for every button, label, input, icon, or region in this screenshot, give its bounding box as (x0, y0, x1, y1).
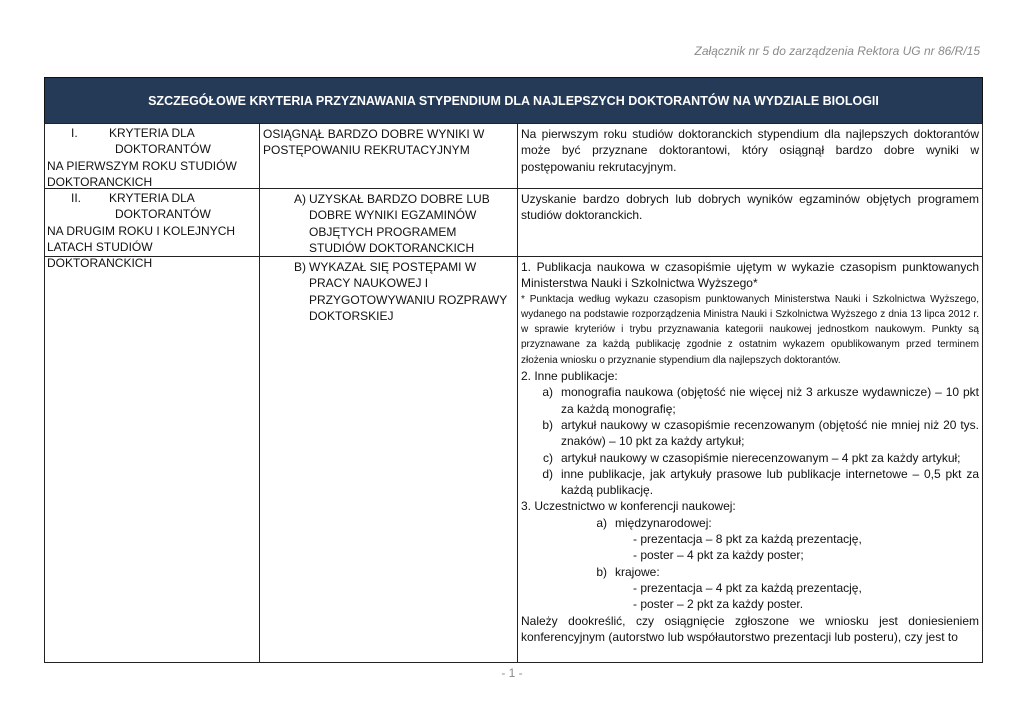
document-title: SZCZEGÓŁOWE KRYTERIA PRZYZNAWANIA STYPENDIUM DLA NAJLEPSZYCH DOKTORANTÓW NA WYDZIALE BIOLOGII (44, 77, 983, 124)
item-text: monografia naukowa (objętość nie więcej niż 3 arkusze wydawnicze) – 10 pkt za każdą monografię; (561, 385, 979, 416)
item-text: krajowe: (615, 564, 660, 579)
item-label: a) (596, 515, 607, 530)
scoring-footnote: * Punktacja według wykazu czasopism punktowanych Ministerstwa Nauki i Szkolnictwa Wyższego, wydanego na podstawie rozporządzenia Ministra Nauki i Szkolnictwa Wyższego z dnia 13 lipca 2012 r. w sprawie kryteriów i trybu przyznawania kategorii naukowej jednostkom naukowym. Punkty są przyznawane za każdą publikację zgodnie z ostatnim wykazem opublikowanym przed terminem złożenia wniosku o przyznanie stypendium dla najlepszych doktorantów. (521, 293, 979, 366)
publication-criterion: 1. Publikacja naukowa w czasopiśmie ujętym w wykazie czasopism punktowanych Ministerstwa Nauki i Szkolnictwa Wyższego* (521, 260, 979, 291)
item-text: międzynarodowej: (615, 515, 712, 530)
row3-category-empty (44, 256, 260, 663)
other-publication-item (521, 384, 979, 417)
row3-description (517, 256, 983, 663)
row1-category-line1: KRYTERIA DLA (109, 126, 195, 140)
row1-category (44, 123, 260, 189)
conference-international (521, 515, 979, 531)
other-publication-item (521, 417, 979, 450)
other-publication-item (521, 466, 979, 499)
item-label: b) (542, 417, 553, 432)
row2-criterion (259, 188, 518, 257)
row2-category-line2: DOKTORANTÓW (115, 207, 211, 222)
item-label: c) (543, 450, 553, 465)
row1-category-rest: NA PIERWSZYM ROKU STUDIÓW DOKTORANCKICH (47, 158, 237, 189)
row1-number: I. (71, 126, 78, 140)
row1-description: Na pierwszym roku studiów doktoranckich stypendium dla najlepszych doktorantów może być przyznane doktorantowi, który osiągnął bardzo dobre wyniki w postępowaniu rekrutacyjnym. (517, 123, 983, 189)
conference-score-line: - prezentacja – 4 pkt za każdą prezentację, (633, 580, 862, 595)
annex-header: Załącznik nr 5 do zarządzenia Rektora UG nr 86/R/15 (694, 44, 980, 58)
conference-score-line: - poster – 4 pkt za każdy poster; (633, 548, 804, 563)
row2-number: II. (71, 191, 82, 205)
conference-score-line: - prezentacja – 8 pkt za każdą prezentację, (633, 532, 862, 547)
item-label: b) (596, 564, 607, 579)
conference-heading: 3. Uczestnictwo w konferencji naukowej: (521, 499, 736, 514)
row3-criterion (259, 256, 518, 663)
row3-criterion-text: WYKAZAŁ SIĘ POSTĘPAMI W PRACY NAUKOWEJ I PRZYGOTOWYWANIU ROZPRAWY DOKTORSKIEJ (309, 260, 508, 323)
closing-note: Należy dookreślić, czy osiągnięcie zgłoszone we wniosku jest doniesieniem konferencyjnym (autorstwo lub współautorstwo prezentacji lub posteru), czy jest to (521, 613, 979, 644)
row3-criterion-label: B) (294, 260, 306, 274)
item-label: d) (542, 466, 553, 481)
row2-criterion-text: UZYSKAŁ BARDZO DOBRE LUB DOBRE WYNIKI EGZAMINÓW OBJĘTYCH PROGRAMEM STUDIÓW DOKTORANCKICH (309, 192, 490, 255)
other-publication-item (521, 450, 979, 466)
row2-category (44, 188, 260, 271)
row2-criterion-label: A) (294, 192, 306, 206)
item-text: artykuł naukowy w czasopiśmie recenzowanym (objętość nie mniej niż 20 tys. znaków) – 10 pkt za każdy artykuł; (561, 417, 979, 449)
row1-criterion: OSIĄGNĄŁ BARDZO DOBRE WYNIKI W POSTĘPOWANIU REKRUTACYJNYM (259, 123, 518, 189)
conference-national (521, 564, 979, 580)
row2-category-rest: NA DRUGIM ROKU I KOLEJNYCH LATACH STUDIÓW DOKTORANCKICH (47, 223, 236, 271)
row2-category-line1: KRYTERIA DLA (109, 191, 195, 205)
other-publications-heading: 2. Inne publikacje: (521, 369, 618, 384)
row2-description: Uzyskanie bardzo dobrych lub dobrych wyników egzaminów objętych programem studiów doktoranckich. (517, 188, 983, 257)
row1-category-line2: DOKTORANTÓW (115, 142, 211, 157)
criteria-table (44, 123, 983, 663)
conference-score-line: - poster – 2 pkt za każdy poster. (633, 597, 804, 612)
item-text: artykuł naukowy w czasopiśmie nierecenzowanym – 4 pkt za każdy artykuł; (561, 450, 961, 465)
item-text: inne publikacje, jak artykuły prasowe lub publikacje internetowe – 0,5 pkt za każdą publikację. (561, 466, 979, 498)
page-number: - 1 - (501, 666, 523, 680)
item-label: a) (542, 385, 553, 400)
